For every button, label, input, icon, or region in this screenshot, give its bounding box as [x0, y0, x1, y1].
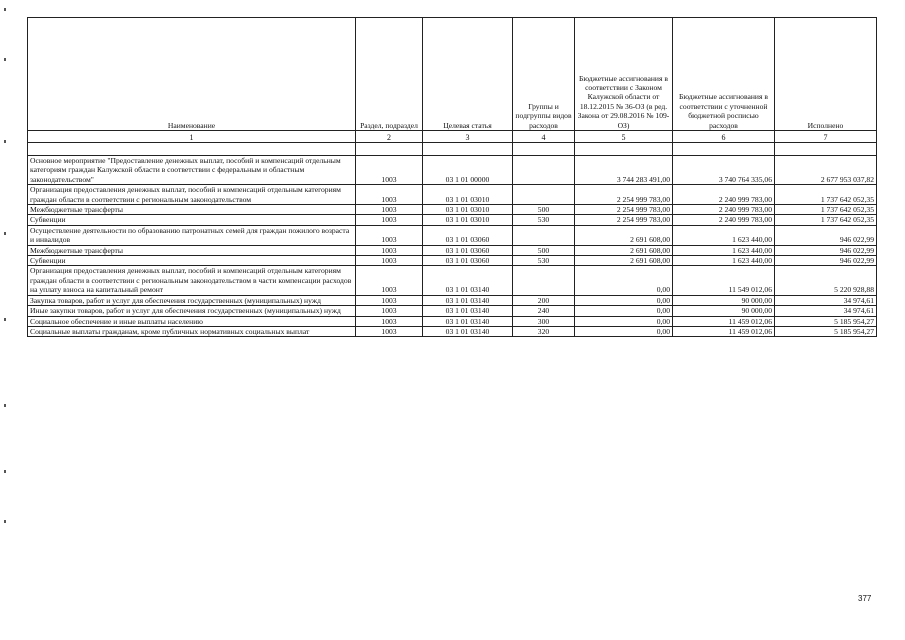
- row-executed: 5 220 928,88: [775, 266, 877, 295]
- row-name: Осуществление деятельности по образованию патронатных семей для граждан пожилого возраста и инвалидов: [28, 225, 356, 245]
- row-executed: 34 974,61: [775, 295, 877, 305]
- row-section: 1003: [356, 306, 423, 316]
- table-row: [28, 245, 877, 255]
- row-target-article: 03 1 01 03140: [423, 266, 513, 295]
- row-executed: 2 677 953 037,82: [775, 156, 877, 185]
- row-name: Организация предоставления денежных выплат, пособий и компенсаций отдельным категориям граждан области в соответствии с региональным законодательством: [28, 185, 356, 205]
- row-section: 1003: [356, 295, 423, 305]
- row-executed: 946 022,99: [775, 245, 877, 255]
- row-law-allocation: 2 691 608,00: [575, 225, 673, 245]
- row-refined-allocation: 90 000,00: [673, 295, 775, 305]
- row-refined-allocation: 1 623 440,00: [673, 256, 775, 266]
- table-row: [28, 215, 877, 225]
- row-expense-group: 240: [513, 306, 575, 316]
- row-name: Субвенции: [28, 256, 356, 266]
- row-refined-allocation: 3 740 764 335,06: [673, 156, 775, 185]
- row-expense-group: 300: [513, 316, 575, 326]
- row-expense-group: [513, 225, 575, 245]
- table-header-row: [28, 18, 877, 131]
- header-executed: Исполнено: [775, 18, 877, 131]
- row-law-allocation: 0,00: [575, 306, 673, 316]
- row-target-article: 03 1 01 00000: [423, 156, 513, 185]
- row-section: 1003: [356, 245, 423, 255]
- table-row: [28, 205, 877, 215]
- row-section: 1003: [356, 326, 423, 336]
- header-target-article: Целевая статья: [423, 18, 513, 131]
- column-number: 7: [775, 131, 877, 143]
- row-target-article: 03 1 01 03060: [423, 256, 513, 266]
- row-refined-allocation: 1 623 440,00: [673, 225, 775, 245]
- column-number: 2: [356, 131, 423, 143]
- row-name: Социальные выплаты гражданам, кроме публичных нормативных социальных выплат: [28, 326, 356, 336]
- row-refined-allocation: 11 459 012,06: [673, 326, 775, 336]
- row-section: 1003: [356, 316, 423, 326]
- row-executed: 946 022,99: [775, 225, 877, 245]
- row-law-allocation: 0,00: [575, 326, 673, 336]
- row-law-allocation: 2 254 999 783,00: [575, 205, 673, 215]
- row-section: 1003: [356, 215, 423, 225]
- table-row: [28, 266, 877, 295]
- header-name: Наименование: [28, 18, 356, 131]
- row-expense-group: 320: [513, 326, 575, 336]
- table-row: [28, 326, 877, 336]
- row-expense-group: 200: [513, 295, 575, 305]
- row-law-allocation: 2 254 999 783,00: [575, 185, 673, 205]
- page-number: 377: [858, 594, 872, 603]
- row-executed: 5 185 954,27: [775, 316, 877, 326]
- spacer-row: [28, 143, 877, 156]
- row-section: 1003: [356, 185, 423, 205]
- row-executed: 1 737 642 052,35: [775, 185, 877, 205]
- table-row: [28, 185, 877, 205]
- column-number: 6: [673, 131, 775, 143]
- table-row: [28, 225, 877, 245]
- row-refined-allocation: 1 623 440,00: [673, 245, 775, 255]
- scan-edge-marks: [4, 0, 7, 640]
- row-section: 1003: [356, 225, 423, 245]
- table-row: [28, 306, 877, 316]
- row-name: Субвенции: [28, 215, 356, 225]
- header-law-allocations: Бюджетные ассигнования в соответствии с Законом Калужской области от 18.12.2015 № 36-ОЗ (в ред. Закона от 29.08.2016 № 109-ОЗ): [575, 18, 673, 131]
- row-law-allocation: 3 744 283 491,00: [575, 156, 673, 185]
- row-section: 1003: [356, 205, 423, 215]
- header-refined-allocations: Бюджетные ассигнования в соответствии с уточненной бюджетной росписью расходов: [673, 18, 775, 131]
- row-law-allocation: 2 691 608,00: [575, 245, 673, 255]
- row-target-article: 03 1 01 03010: [423, 185, 513, 205]
- row-law-allocation: 0,00: [575, 266, 673, 295]
- row-law-allocation: 0,00: [575, 316, 673, 326]
- row-refined-allocation: 11 549 012,06: [673, 266, 775, 295]
- row-expense-group: 500: [513, 205, 575, 215]
- row-expense-group: 530: [513, 256, 575, 266]
- row-refined-allocation: 11 459 012,06: [673, 316, 775, 326]
- table-row: [28, 256, 877, 266]
- row-expense-group: 530: [513, 215, 575, 225]
- row-target-article: 03 1 01 03140: [423, 316, 513, 326]
- column-number: 3: [423, 131, 513, 143]
- row-executed: 5 185 954,27: [775, 326, 877, 336]
- row-section: 1003: [356, 266, 423, 295]
- budget-table: [27, 17, 877, 337]
- row-target-article: 03 1 01 03010: [423, 215, 513, 225]
- table-row: [28, 156, 877, 185]
- column-number: 5: [575, 131, 673, 143]
- table-row: [28, 316, 877, 326]
- table-row: [28, 295, 877, 305]
- row-target-article: 03 1 01 03060: [423, 225, 513, 245]
- row-expense-group: [513, 266, 575, 295]
- row-section: 1003: [356, 156, 423, 185]
- row-expense-group: 500: [513, 245, 575, 255]
- row-executed: 1 737 642 052,35: [775, 215, 877, 225]
- row-target-article: 03 1 01 03060: [423, 245, 513, 255]
- row-name: Межбюджетные трансферты: [28, 205, 356, 215]
- row-law-allocation: 2 254 999 783,00: [575, 215, 673, 225]
- row-law-allocation: 2 691 608,00: [575, 256, 673, 266]
- row-executed: 946 022,99: [775, 256, 877, 266]
- row-law-allocation: 0,00: [575, 295, 673, 305]
- row-target-article: 03 1 01 03010: [423, 205, 513, 215]
- column-number: 1: [28, 131, 356, 143]
- row-name: Иные закупки товаров, работ и услуг для обеспечения государственных (муниципальных) нужд: [28, 306, 356, 316]
- row-name: Основное мероприятие "Предоставление денежных выплат, пособий и компенсаций отдельным категориям граждан Калужской области в соответствии с федеральным и областным законодательством": [28, 156, 356, 185]
- row-name: Закупка товаров, работ и услуг для обеспечения государственных (муниципальных) нужд: [28, 295, 356, 305]
- row-refined-allocation: 90 000,00: [673, 306, 775, 316]
- row-target-article: 03 1 01 03140: [423, 326, 513, 336]
- row-expense-group: [513, 185, 575, 205]
- row-refined-allocation: 2 240 999 783,00: [673, 215, 775, 225]
- header-expense-group: Группы и подгруппы видов расходов: [513, 18, 575, 131]
- row-executed: 1 737 642 052,35: [775, 205, 877, 215]
- row-name: Межбюджетные трансферты: [28, 245, 356, 255]
- row-expense-group: [513, 156, 575, 185]
- row-section: 1003: [356, 256, 423, 266]
- table-body: [28, 143, 877, 337]
- row-name: Социальное обеспечение и иные выплаты населению: [28, 316, 356, 326]
- row-target-article: 03 1 01 03140: [423, 306, 513, 316]
- column-numbers-row: [28, 131, 877, 143]
- header-section: Раздел, подраздел: [356, 18, 423, 131]
- column-number: 4: [513, 131, 575, 143]
- row-executed: 34 974,61: [775, 306, 877, 316]
- row-refined-allocation: 2 240 999 783,00: [673, 205, 775, 215]
- row-target-article: 03 1 01 03140: [423, 295, 513, 305]
- row-name: Организация предоставления денежных выплат, пособий и компенсаций отдельным категориям граждан области в соответствии с региональным законодательством в части компенсации расходов на уплату взноса на капитальный ремонт: [28, 266, 356, 295]
- row-refined-allocation: 2 240 999 783,00: [673, 185, 775, 205]
